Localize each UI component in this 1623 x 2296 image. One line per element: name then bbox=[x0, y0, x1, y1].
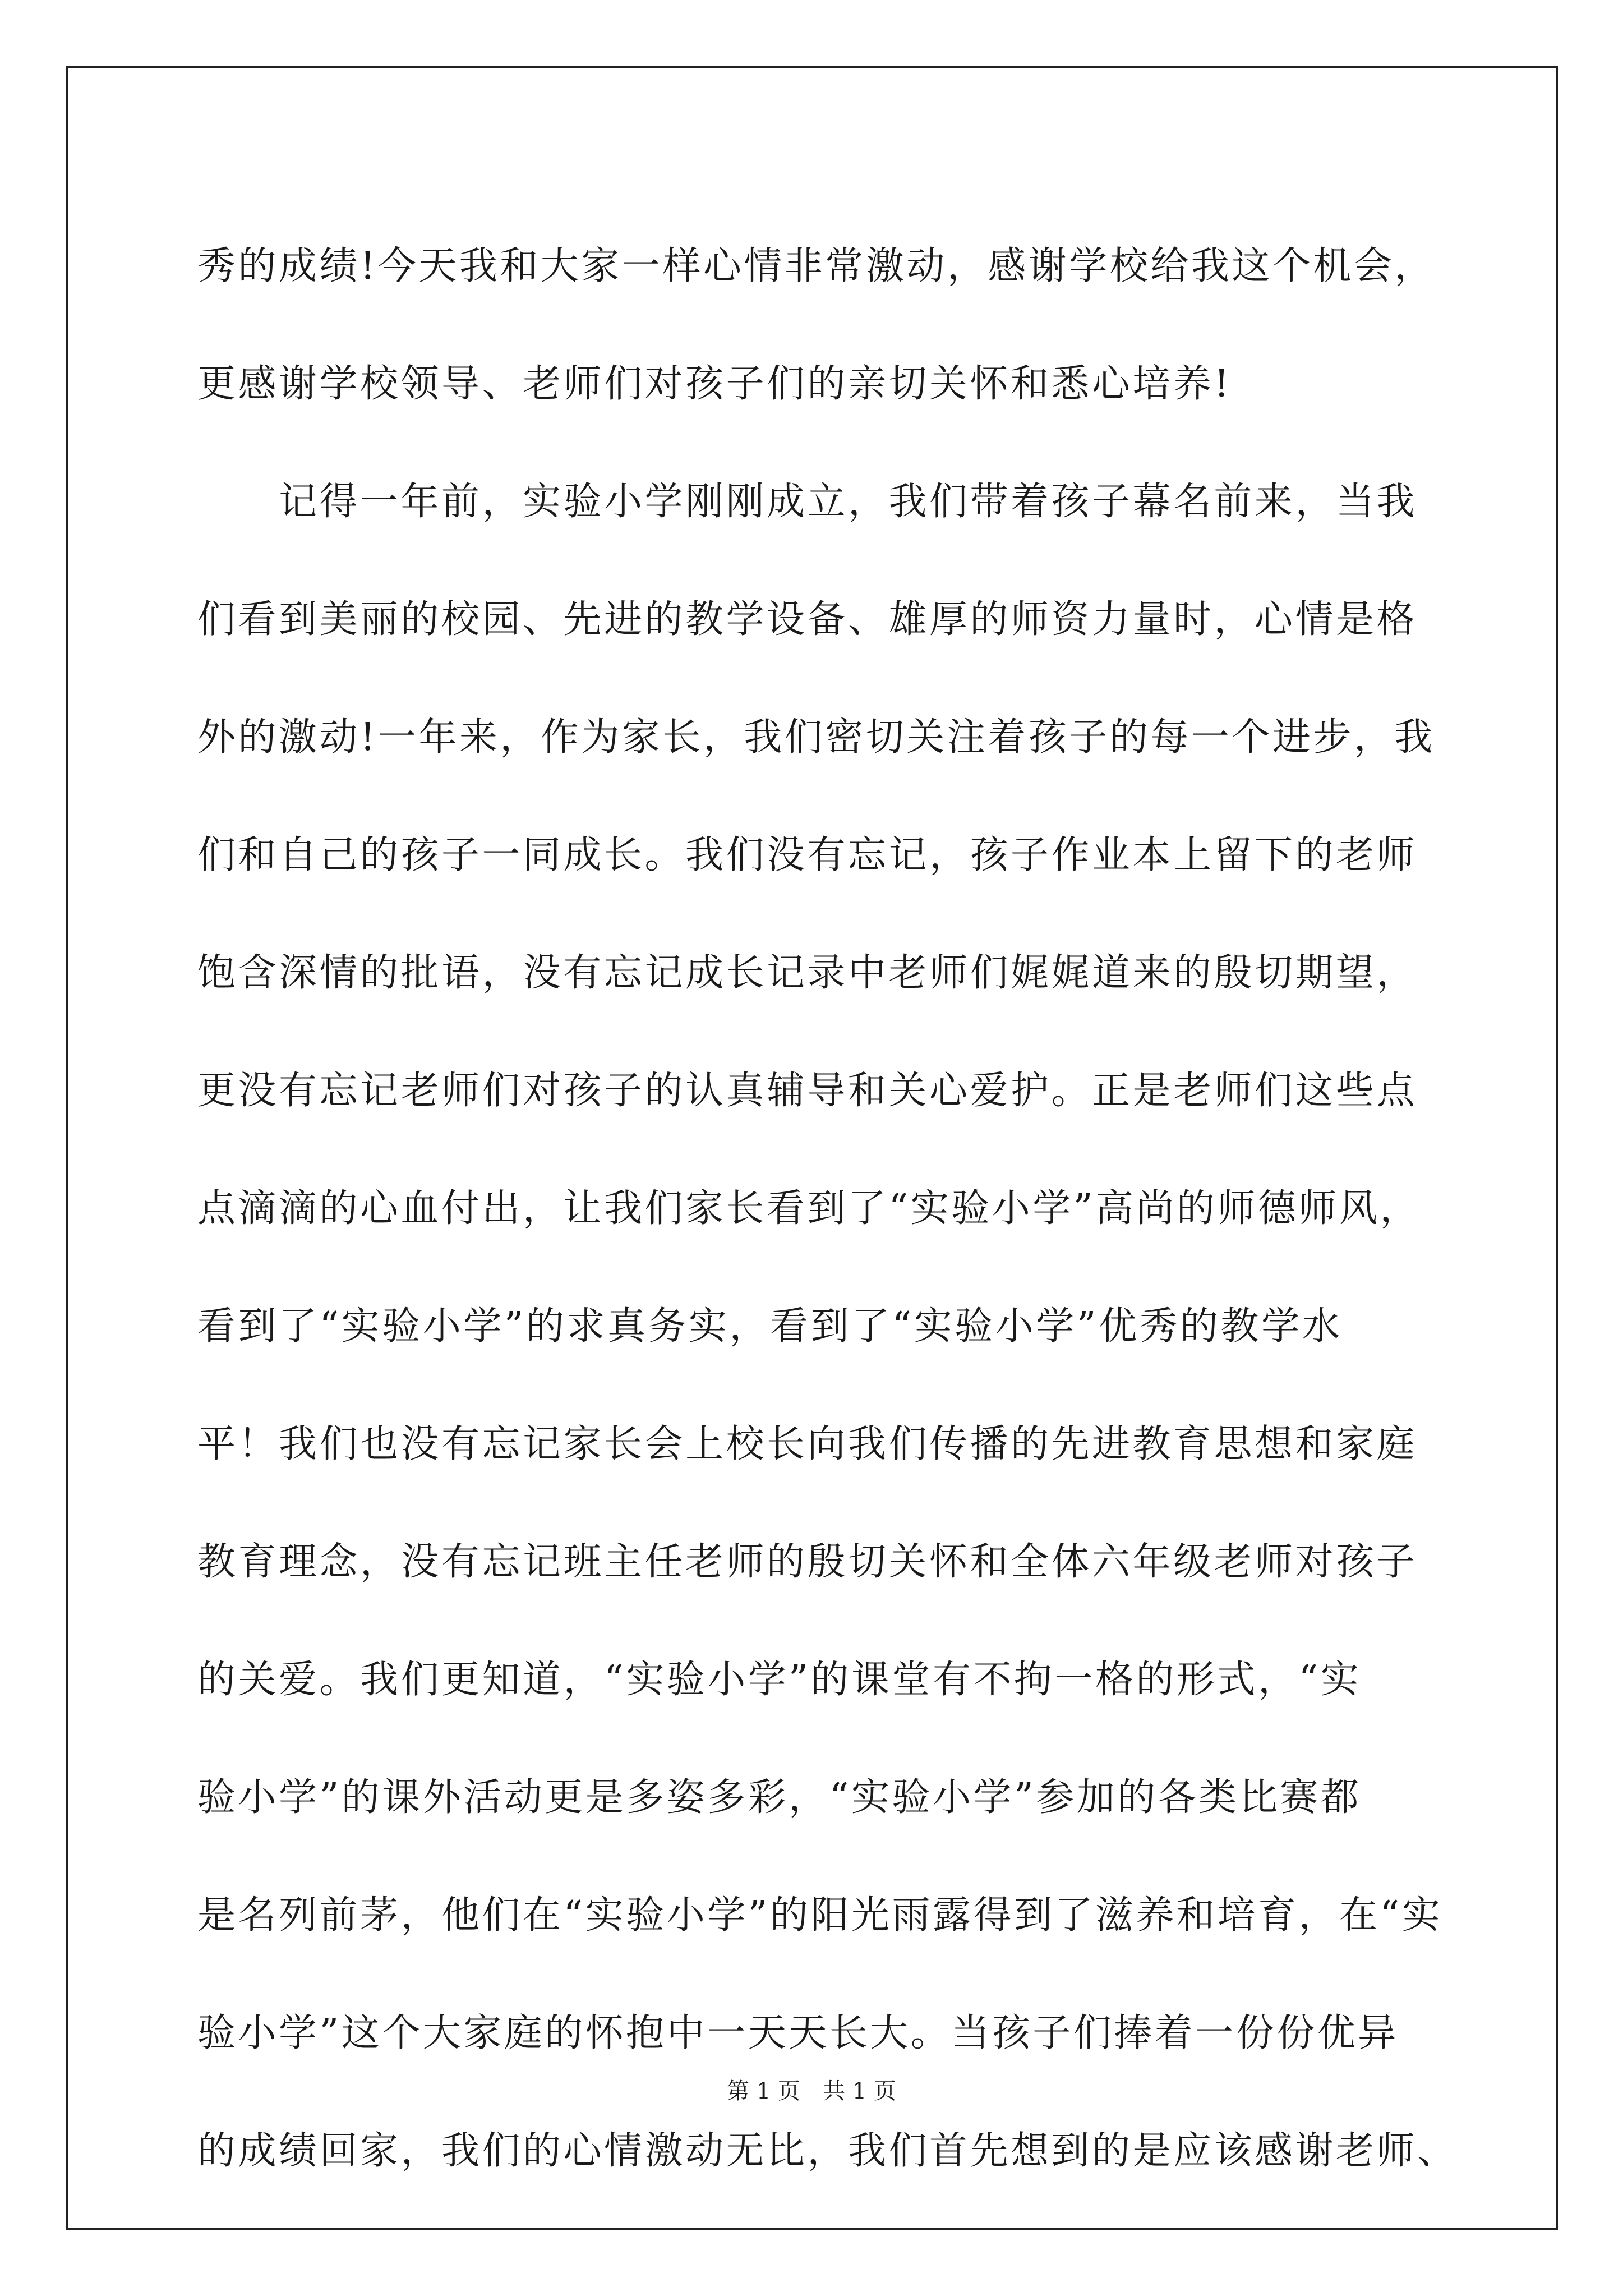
text-line: 的关爱。我们更知道，“实验小学”的课堂有不拘一格的形式，“实 bbox=[197, 1658, 1362, 1702]
text-line: 平！我们也没有忘记家长会上校长向我们传播的先进教育思想和家庭 bbox=[197, 1422, 1418, 1466]
text-line: 更没有忘记老师们对孩子的认真辅导和关心爱护。正是老师们这些点 bbox=[197, 1069, 1418, 1113]
page-number-footer: 第 1 页 共 1 页 bbox=[727, 2078, 896, 2104]
text-line: 验小学”这个大家庭的怀抱中一天天长大。当孩子们捧着一份份优异 bbox=[197, 2011, 1399, 2055]
document-body bbox=[197, 208, 1458, 2210]
text-line: 点滴滴的心血付出，让我们家长看到了“实验小学”高尚的师德师风， bbox=[197, 1186, 1421, 1231]
text-line: 验小学”的课外活动更是多姿多彩，“实验小学”参加的各类比赛都 bbox=[197, 1775, 1362, 1820]
text-line: 秀的成绩!今天我和大家一样心情非常激动，感谢学校给我这个机会， bbox=[197, 244, 1435, 288]
text-line: 是名列前茅，他们在“实验小学”的阳光雨露得到了滋养和培育，在“实 bbox=[197, 1893, 1443, 1938]
text-line: 教育理念，没有忘记班主任老师的殷切关怀和全体六年级老师对孩子 bbox=[197, 1540, 1418, 1584]
text-line: 外的激动!一年来，作为家长，我们密切关注着孩子的每一个进步，我 bbox=[197, 715, 1435, 760]
text-line: 们看到美丽的校园、先进的教学设备、雄厚的师资力量时，心情是格 bbox=[197, 597, 1418, 642]
text-line: 的成绩回家，我们的心情激动无比，我们首先想到的是应该感谢老师、 bbox=[197, 2129, 1458, 2173]
text-line: 饱含深情的批语，没有忘记成长记录中老师们娓娓道来的殷切期望， bbox=[197, 951, 1418, 995]
text-line: 们和自己的孩子一同成长。我们没有忘记，孩子作业本上留下的老师 bbox=[197, 833, 1418, 877]
text-line: 更感谢学校领导、老师们对孩子们的亲切关怀和悉心培养! bbox=[197, 362, 1232, 406]
text-line: 看到了“实验小学”的求真务实，看到了“实验小学”优秀的教学水 bbox=[197, 1304, 1343, 1349]
text-line: 记得一年前，实验小学刚刚成立，我们带着孩子幕名前来，当我 bbox=[197, 480, 1418, 524]
